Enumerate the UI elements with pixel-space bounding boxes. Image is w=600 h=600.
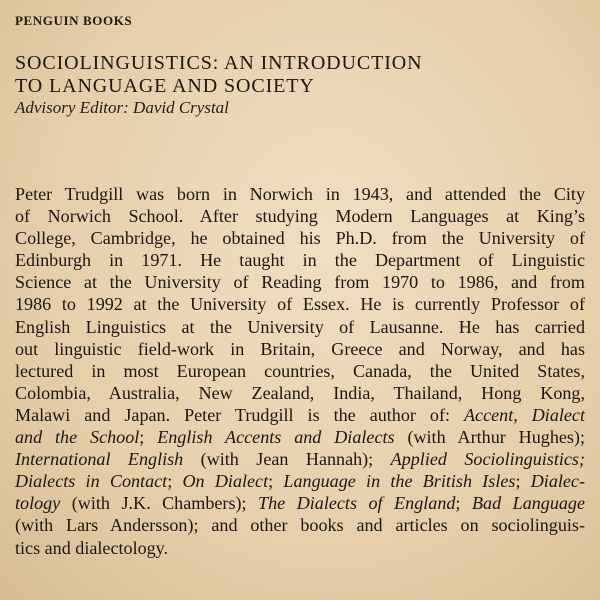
book-title: International English: [15, 449, 184, 470]
bio-line: out linguistic field-work in Britain, Greece and Norway, and has: [15, 338, 585, 359]
bio-line: Edinburgh in 1971. He taught in the Department of Linguistic: [15, 250, 585, 271]
bio-line: Science at the University of Reading from 1970 to 1986, and from: [15, 272, 585, 293]
book-title: tology: [15, 493, 61, 514]
bio-line: lectured in most European countries, Canada, the United States,: [15, 360, 585, 381]
series-title-line-1: SOCIOLINGUISTICS: AN INTRODUCTION: [15, 52, 423, 74]
bio-text: (with Arthur Hughes);: [394, 427, 585, 448]
bio-line: [15, 470, 585, 492]
bio-text: (with J.K. Chambers);: [60, 493, 259, 514]
bio-line: [15, 426, 585, 448]
bio-text: ;: [268, 471, 284, 492]
book-title: English Accents and Dialects: [157, 427, 395, 448]
bio-text: (with Jean Hannah);: [183, 449, 391, 470]
bio-text: ;: [455, 493, 472, 514]
book-title: Dialec-: [530, 471, 585, 492]
series-title: [15, 52, 575, 98]
book-title: Applied Sociolinguistics;: [390, 449, 585, 470]
publisher-name: PENGUIN BOOKS: [15, 13, 133, 28]
bio-line: [15, 448, 585, 470]
bio-text: ;: [167, 471, 183, 492]
bio-line: College, Cambridge, he obtained his Ph.D. from the University of: [15, 228, 585, 249]
bio-line: of Norwich School. After studying Modern Languages at King’s: [15, 206, 585, 227]
bio-text: ;: [515, 471, 531, 492]
bio-line: (with Lars Andersson); and other books and articles on sociolinguis-: [15, 515, 585, 536]
bio-line: [15, 492, 585, 514]
bio-text: ;: [139, 427, 158, 448]
author-biography: [15, 183, 585, 559]
book-title: The Dialects of England: [258, 493, 456, 514]
book-title: Dialects in Contact: [15, 471, 168, 492]
book-title: On Dialect: [182, 471, 269, 492]
bio-line: tics and dialectology.: [15, 537, 169, 558]
bio-line: Peter Trudgill was born in Norwich in 1943, and attended the City: [15, 184, 585, 204]
bio-line: English Linguistics at the University of Lausanne. He has carried: [15, 316, 585, 337]
advisory-editor: Advisory Editor: David Crystal: [15, 98, 229, 117]
bio-line: Colombia, Australia, New Zealand, India, Thailand, Hong Kong,: [15, 382, 585, 403]
book-title: Accent, Dialect: [464, 404, 585, 425]
bio-text: Malawi and Japan. Peter Trudgill is the author of:: [15, 404, 464, 425]
bio-line: [15, 404, 585, 426]
book-title: and the School: [15, 427, 140, 448]
series-title-line-2: TO LANGUAGE AND SOCIETY: [15, 75, 315, 97]
book-title: Language in the British Isles: [283, 471, 516, 492]
book-title: Bad Language: [471, 493, 586, 514]
bio-line: 1986 to 1992 at the University of Essex. He is currently Professor of: [15, 294, 585, 315]
